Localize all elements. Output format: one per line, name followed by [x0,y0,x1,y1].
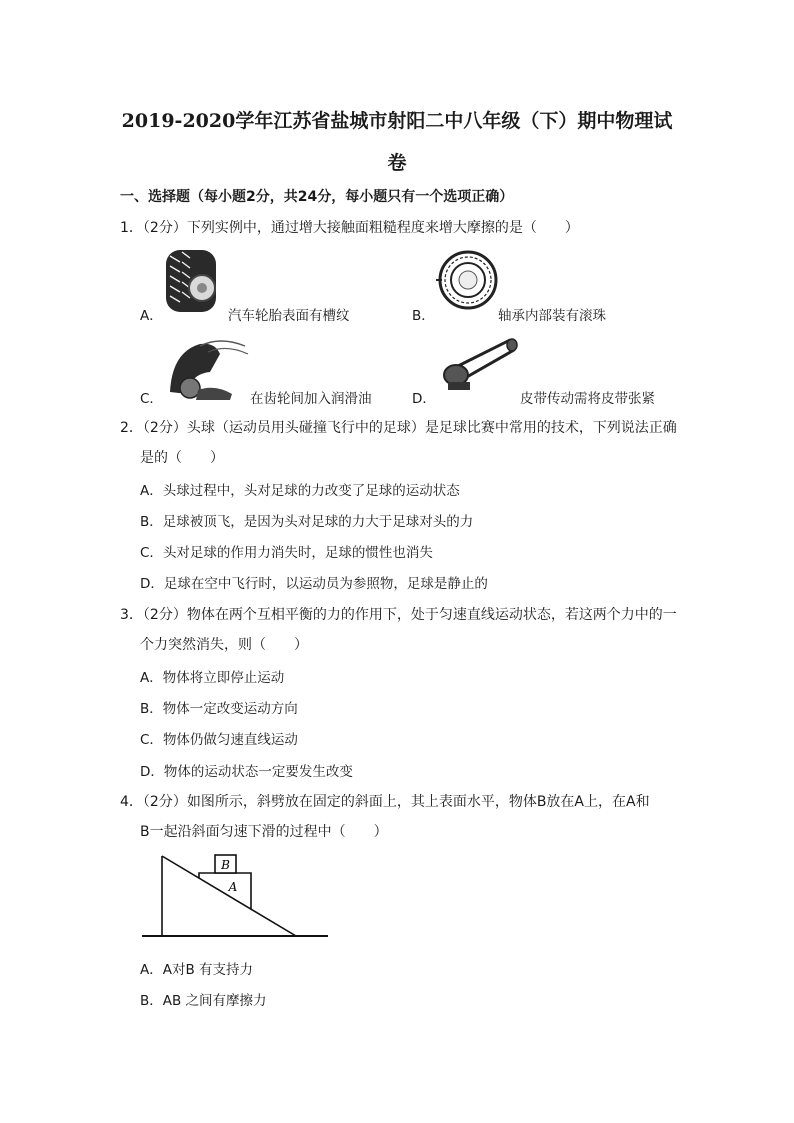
q3-stem-line1: 3．（2分）物体在两个互相平衡的力的作用下，处于匀速直线运动状态，若这两个力中的一 [120,607,677,623]
incline-figure [140,848,330,940]
q1-option-c-text: 在齿轮间加入润滑油 [250,391,372,407]
q3-option-a: A．物体将立即停止运动 [140,670,285,686]
q1-option-c-letter: C． [140,391,163,407]
q2-option-d: D．足球在空中飞行时，以运动员为参照物，足球是静止的 [140,576,488,592]
q3-option-b: B．物体一定改变运动方向 [140,701,298,717]
belt-drive-image [436,332,520,394]
q2-option-b: B．足球被顶飞，是因为头对足球的力大于足球对头的力 [140,514,474,530]
q1-stem: 1．（2分）下列实例中，通过增大接触面粗糙程度来增大摩擦的是（ ） [120,220,579,236]
q4-stem-line2: B一起沿斜面匀速下滑的过程中（ ） [140,824,388,840]
block-a-label: A [228,880,238,894]
q2-stem-line1: 2．（2分）头球（运动员用头碰撞飞行中的足球）是足球比赛中常用的技术，下列说法正确 [120,420,677,436]
q3-option-c: C．物体仍做匀速直线运动 [140,732,298,748]
q2-option-c: C．头对足球的作用力消失时，足球的惯性也消失 [140,545,433,561]
q1-option-d-letter: D． [412,391,436,407]
page-title-line2: 卷 [387,152,407,174]
q4-option-b: B．AB 之间有摩擦力 [140,993,267,1009]
q1-option-b-letter: B． [412,308,435,324]
q2-stem-line2: 是的（ ） [140,450,224,466]
page-title-line1: 2019-2020学年江苏省盐城市射阳二中八年级（下）期中物理试 [121,110,673,132]
q1-option-a-letter: A． [140,308,163,324]
section-heading: 一、选择题（每小题2分，共24分，每小题只有一个选项正确） [120,189,514,205]
q1-option-b-text: 轴承内部装有滚珠 [498,308,606,324]
q1-option-a-text: 汽车轮胎表面有槽纹 [228,308,350,324]
q3-option-d: D．物体的运动状态一定要发生改变 [140,764,353,780]
tire-image [160,248,224,312]
block-b-label: B [221,858,230,872]
q4-option-a: A．A对B 有支持力 [140,962,254,978]
gear-oil-image [160,332,250,402]
q4-stem-line1: 4．（2分）如图所示，斜劈放在固定的斜面上，其上表面水平，物体B放在A上，在A和 [120,794,650,810]
bearing-image [434,244,498,316]
q1-option-d-text: 皮带传动需将皮带张紧 [520,391,655,407]
q2-option-a: A．头球过程中，头对足球的力改变了足球的运动状态 [140,483,460,499]
q3-stem-line2: 个力突然消失，则（ ） [140,637,308,653]
